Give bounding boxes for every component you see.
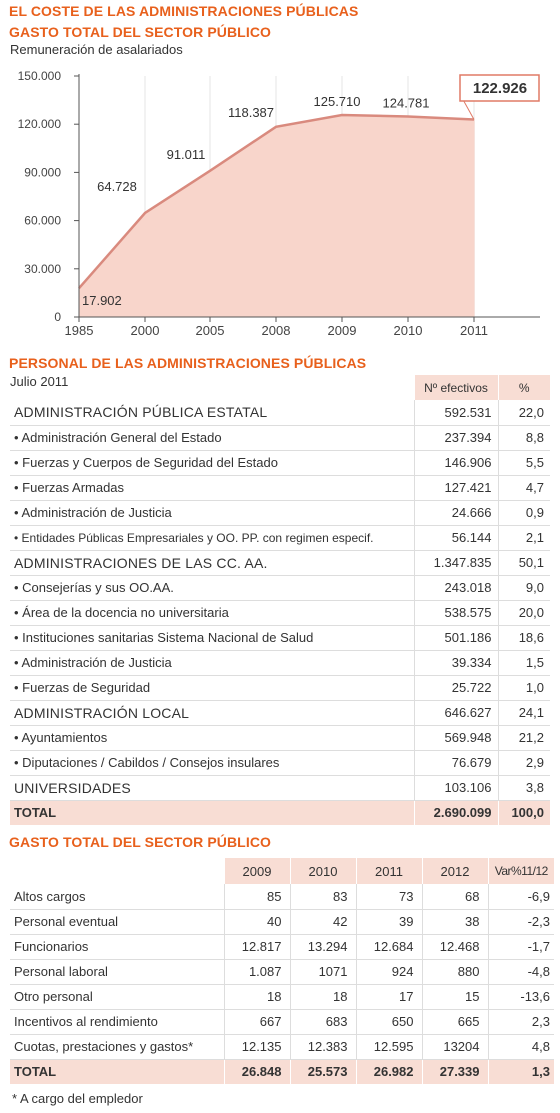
y-tick-label: 120.000 xyxy=(17,117,61,132)
total-label: TOTAL xyxy=(10,1059,224,1084)
table-row xyxy=(10,675,550,700)
table-row xyxy=(10,400,550,425)
y-tick-label: 150.000 xyxy=(17,69,61,83)
highlight-value: 122.926 xyxy=(472,80,528,97)
row-value: 17 xyxy=(356,984,422,1009)
chart-title: GASTO TOTAL DEL SECTOR PÚBLICO xyxy=(9,24,272,40)
table-row xyxy=(10,550,550,575)
row-label: • Administración General del Estado xyxy=(10,425,414,450)
row-percent: 4,7 xyxy=(498,475,550,500)
table-row xyxy=(10,600,550,625)
row-label: • Ayuntamientos xyxy=(10,725,414,750)
total-percent: 100,0 xyxy=(498,800,550,825)
row-value: 39 xyxy=(356,909,422,934)
table-row xyxy=(10,750,550,775)
row-percent: 0,9 xyxy=(498,500,550,525)
row-percent: 3,8 xyxy=(498,775,550,800)
header-spacer xyxy=(10,858,224,884)
x-tick-label: 2010 xyxy=(393,323,423,338)
total-efectivos: 2.690.099 xyxy=(414,800,498,825)
total-value: 26.982 xyxy=(356,1059,422,1084)
table-row xyxy=(10,909,554,934)
row-label: • Área de la docencia no universitaria xyxy=(10,600,414,625)
row-percent: 5,5 xyxy=(498,450,550,475)
row-value: 4,8 xyxy=(488,1034,554,1059)
data-label: 64.728 xyxy=(97,179,137,195)
x-tick-label: 2005 xyxy=(195,323,225,338)
row-label: • Instituciones sanitarias Sistema Nacional de Salud xyxy=(10,625,414,650)
data-label: 91.011 xyxy=(166,146,206,162)
table-row xyxy=(10,525,550,550)
row-value: 667 xyxy=(224,1009,290,1034)
row-efectivos: 146.906 xyxy=(414,450,498,475)
x-tick-label: 2008 xyxy=(261,323,291,338)
row-value: 13204 xyxy=(422,1034,488,1059)
row-label: • Fuerzas Armadas xyxy=(10,475,414,500)
total-value: 27.339 xyxy=(422,1059,488,1084)
table-row xyxy=(10,934,554,959)
row-value: 12.468 xyxy=(422,934,488,959)
row-label: Funcionarios xyxy=(10,934,224,959)
data-label: 118.387 xyxy=(227,104,275,120)
table-row xyxy=(10,775,550,800)
row-value: -4,8 xyxy=(488,959,554,984)
table-row xyxy=(10,625,550,650)
row-efectivos: 1.347.835 xyxy=(414,550,498,575)
header-col: Var%11/12 xyxy=(488,858,554,884)
x-tick-label: 2009 xyxy=(327,323,357,338)
table1-subtitle: Julio 2011 xyxy=(10,374,69,389)
row-percent: 18,6 xyxy=(498,625,550,650)
row-efectivos: 501.186 xyxy=(414,625,498,650)
row-value: 683 xyxy=(290,1009,356,1034)
row-percent: 8,8 xyxy=(498,425,550,450)
row-value: 924 xyxy=(356,959,422,984)
row-value: 42 xyxy=(290,909,356,934)
row-percent: 1,5 xyxy=(498,650,550,675)
row-value: -6,9 xyxy=(488,884,554,909)
row-label: • Fuerzas de Seguridad xyxy=(10,675,414,700)
row-percent: 20,0 xyxy=(498,600,550,625)
x-tick-label: 2000 xyxy=(130,323,160,338)
table-row xyxy=(10,700,550,725)
row-label: Personal laboral xyxy=(10,959,224,984)
row-value: 665 xyxy=(422,1009,488,1034)
row-label: • Fuerzas y Cuerpos de Seguridad del Estado xyxy=(10,450,414,475)
row-label: ADMINISTRACIONES DE LAS CC. AA. xyxy=(10,550,414,575)
table-row xyxy=(10,450,550,475)
header-percent: % xyxy=(498,375,550,400)
row-value: 650 xyxy=(356,1009,422,1034)
row-efectivos: 569.948 xyxy=(414,725,498,750)
table-row xyxy=(10,475,550,500)
row-value: 15 xyxy=(422,984,488,1009)
total-value: 25.573 xyxy=(290,1059,356,1084)
table-row xyxy=(10,984,554,1009)
personal-table xyxy=(10,375,550,825)
header-col: 2009 xyxy=(224,858,290,884)
row-efectivos: 237.394 xyxy=(414,425,498,450)
row-value: 880 xyxy=(422,959,488,984)
row-percent: 2,1 xyxy=(498,525,550,550)
row-value: 18 xyxy=(290,984,356,1009)
row-efectivos: 243.018 xyxy=(414,575,498,600)
row-percent: 2,9 xyxy=(498,750,550,775)
row-percent: 9,0 xyxy=(498,575,550,600)
table-header xyxy=(10,858,554,884)
table-row xyxy=(10,1009,554,1034)
table2-title: GASTO TOTAL DEL SECTOR PÚBLICO xyxy=(9,834,272,850)
total-row xyxy=(10,800,550,825)
row-label: ADMINISTRACIÓN PÚBLICA ESTATAL xyxy=(10,400,414,425)
row-value: 85 xyxy=(224,884,290,909)
row-label: UNIVERSIDADES xyxy=(10,775,414,800)
header-spacer xyxy=(10,375,414,400)
row-efectivos: 76.679 xyxy=(414,750,498,775)
row-label: ADMINISTRACIÓN LOCAL xyxy=(10,700,414,725)
row-value: 18 xyxy=(224,984,290,1009)
row-value: 73 xyxy=(356,884,422,909)
table-row xyxy=(10,884,554,909)
row-label: • Administración de Justicia xyxy=(10,650,414,675)
main-title: EL COSTE DE LAS ADMINISTRACIONES PÚBLICAS xyxy=(9,3,359,19)
row-value: 12.817 xyxy=(224,934,290,959)
y-tick-label: 30.000 xyxy=(24,261,61,276)
area-fill xyxy=(79,115,474,317)
row-value: 12.684 xyxy=(356,934,422,959)
header-col: 2012 xyxy=(422,858,488,884)
row-efectivos: 25.722 xyxy=(414,675,498,700)
row-value: 2,3 xyxy=(488,1009,554,1034)
row-label: • Diputaciones / Cabildos / Consejos insulares xyxy=(10,750,414,775)
row-percent: 24,1 xyxy=(498,700,550,725)
row-value: 12.595 xyxy=(356,1034,422,1059)
row-value: 12.135 xyxy=(224,1034,290,1059)
table-row xyxy=(10,650,550,675)
row-value: -1,7 xyxy=(488,934,554,959)
row-efectivos: 646.627 xyxy=(414,700,498,725)
footnote: * A cargo del empledor xyxy=(12,1091,143,1106)
row-value: 13.294 xyxy=(290,934,356,959)
total-value: 1,3 xyxy=(488,1059,554,1084)
table-header xyxy=(10,375,550,400)
row-efectivos: 592.531 xyxy=(414,400,498,425)
row-efectivos: 127.421 xyxy=(414,475,498,500)
data-label: 125.710 xyxy=(313,94,361,110)
row-efectivos: 538.575 xyxy=(414,600,498,625)
row-value: 83 xyxy=(290,884,356,909)
area-chart xyxy=(0,60,560,350)
row-percent: 50,1 xyxy=(498,550,550,575)
data-label: 17.902 xyxy=(82,293,122,309)
header-efectivos: Nº efectivos xyxy=(414,375,498,400)
row-value: 40 xyxy=(224,909,290,934)
row-label: Altos cargos xyxy=(10,884,224,909)
row-value: 38 xyxy=(422,909,488,934)
table-row xyxy=(10,959,554,984)
data-label: 124.781 xyxy=(382,95,430,111)
row-label: Cuotas, prestaciones y gastos* xyxy=(10,1034,224,1059)
table-row xyxy=(10,1034,554,1059)
row-percent: 1,0 xyxy=(498,675,550,700)
row-label: Incentivos al rendimiento xyxy=(10,1009,224,1034)
row-percent: 21,2 xyxy=(498,725,550,750)
total-value: 26.848 xyxy=(224,1059,290,1084)
row-value: 12.383 xyxy=(290,1034,356,1059)
x-tick-label: 2011 xyxy=(460,323,488,338)
row-value: 1071 xyxy=(290,959,356,984)
chart-subtitle: Remuneración de asalariados xyxy=(10,42,183,57)
row-label: • Entidades Públicas Empresariales y OO. PP. con regimen especif. xyxy=(10,525,414,550)
row-percent: 22,0 xyxy=(498,400,550,425)
row-efectivos: 24.666 xyxy=(414,500,498,525)
row-label: Otro personal xyxy=(10,984,224,1009)
row-label: Personal eventual xyxy=(10,909,224,934)
y-tick-label: 90.000 xyxy=(24,165,61,180)
header-col: 2011 xyxy=(356,858,422,884)
y-tick-label: 0 xyxy=(54,310,61,324)
row-value: -2,3 xyxy=(488,909,554,934)
table-row xyxy=(10,425,550,450)
row-value: 68 xyxy=(422,884,488,909)
row-efectivos: 56.144 xyxy=(414,525,498,550)
row-efectivos: 103.106 xyxy=(414,775,498,800)
gasto-table xyxy=(10,858,554,1084)
table-row xyxy=(10,575,550,600)
table1-title: PERSONAL DE LAS ADMINISTRACIONES PÚBLICAS xyxy=(9,355,367,371)
row-label: • Consejerías y sus OO.AA. xyxy=(10,575,414,600)
table-row xyxy=(10,725,550,750)
total-label: TOTAL xyxy=(10,800,414,825)
row-efectivos: 39.334 xyxy=(414,650,498,675)
x-tick-label: 1985 xyxy=(64,323,94,338)
header-col: 2010 xyxy=(290,858,356,884)
row-value: -13,6 xyxy=(488,984,554,1009)
total-row xyxy=(10,1059,554,1084)
table-row xyxy=(10,500,550,525)
row-label: • Administración de Justicia xyxy=(10,500,414,525)
y-tick-label: 60.000 xyxy=(24,213,61,228)
row-value: 1.087 xyxy=(224,959,290,984)
